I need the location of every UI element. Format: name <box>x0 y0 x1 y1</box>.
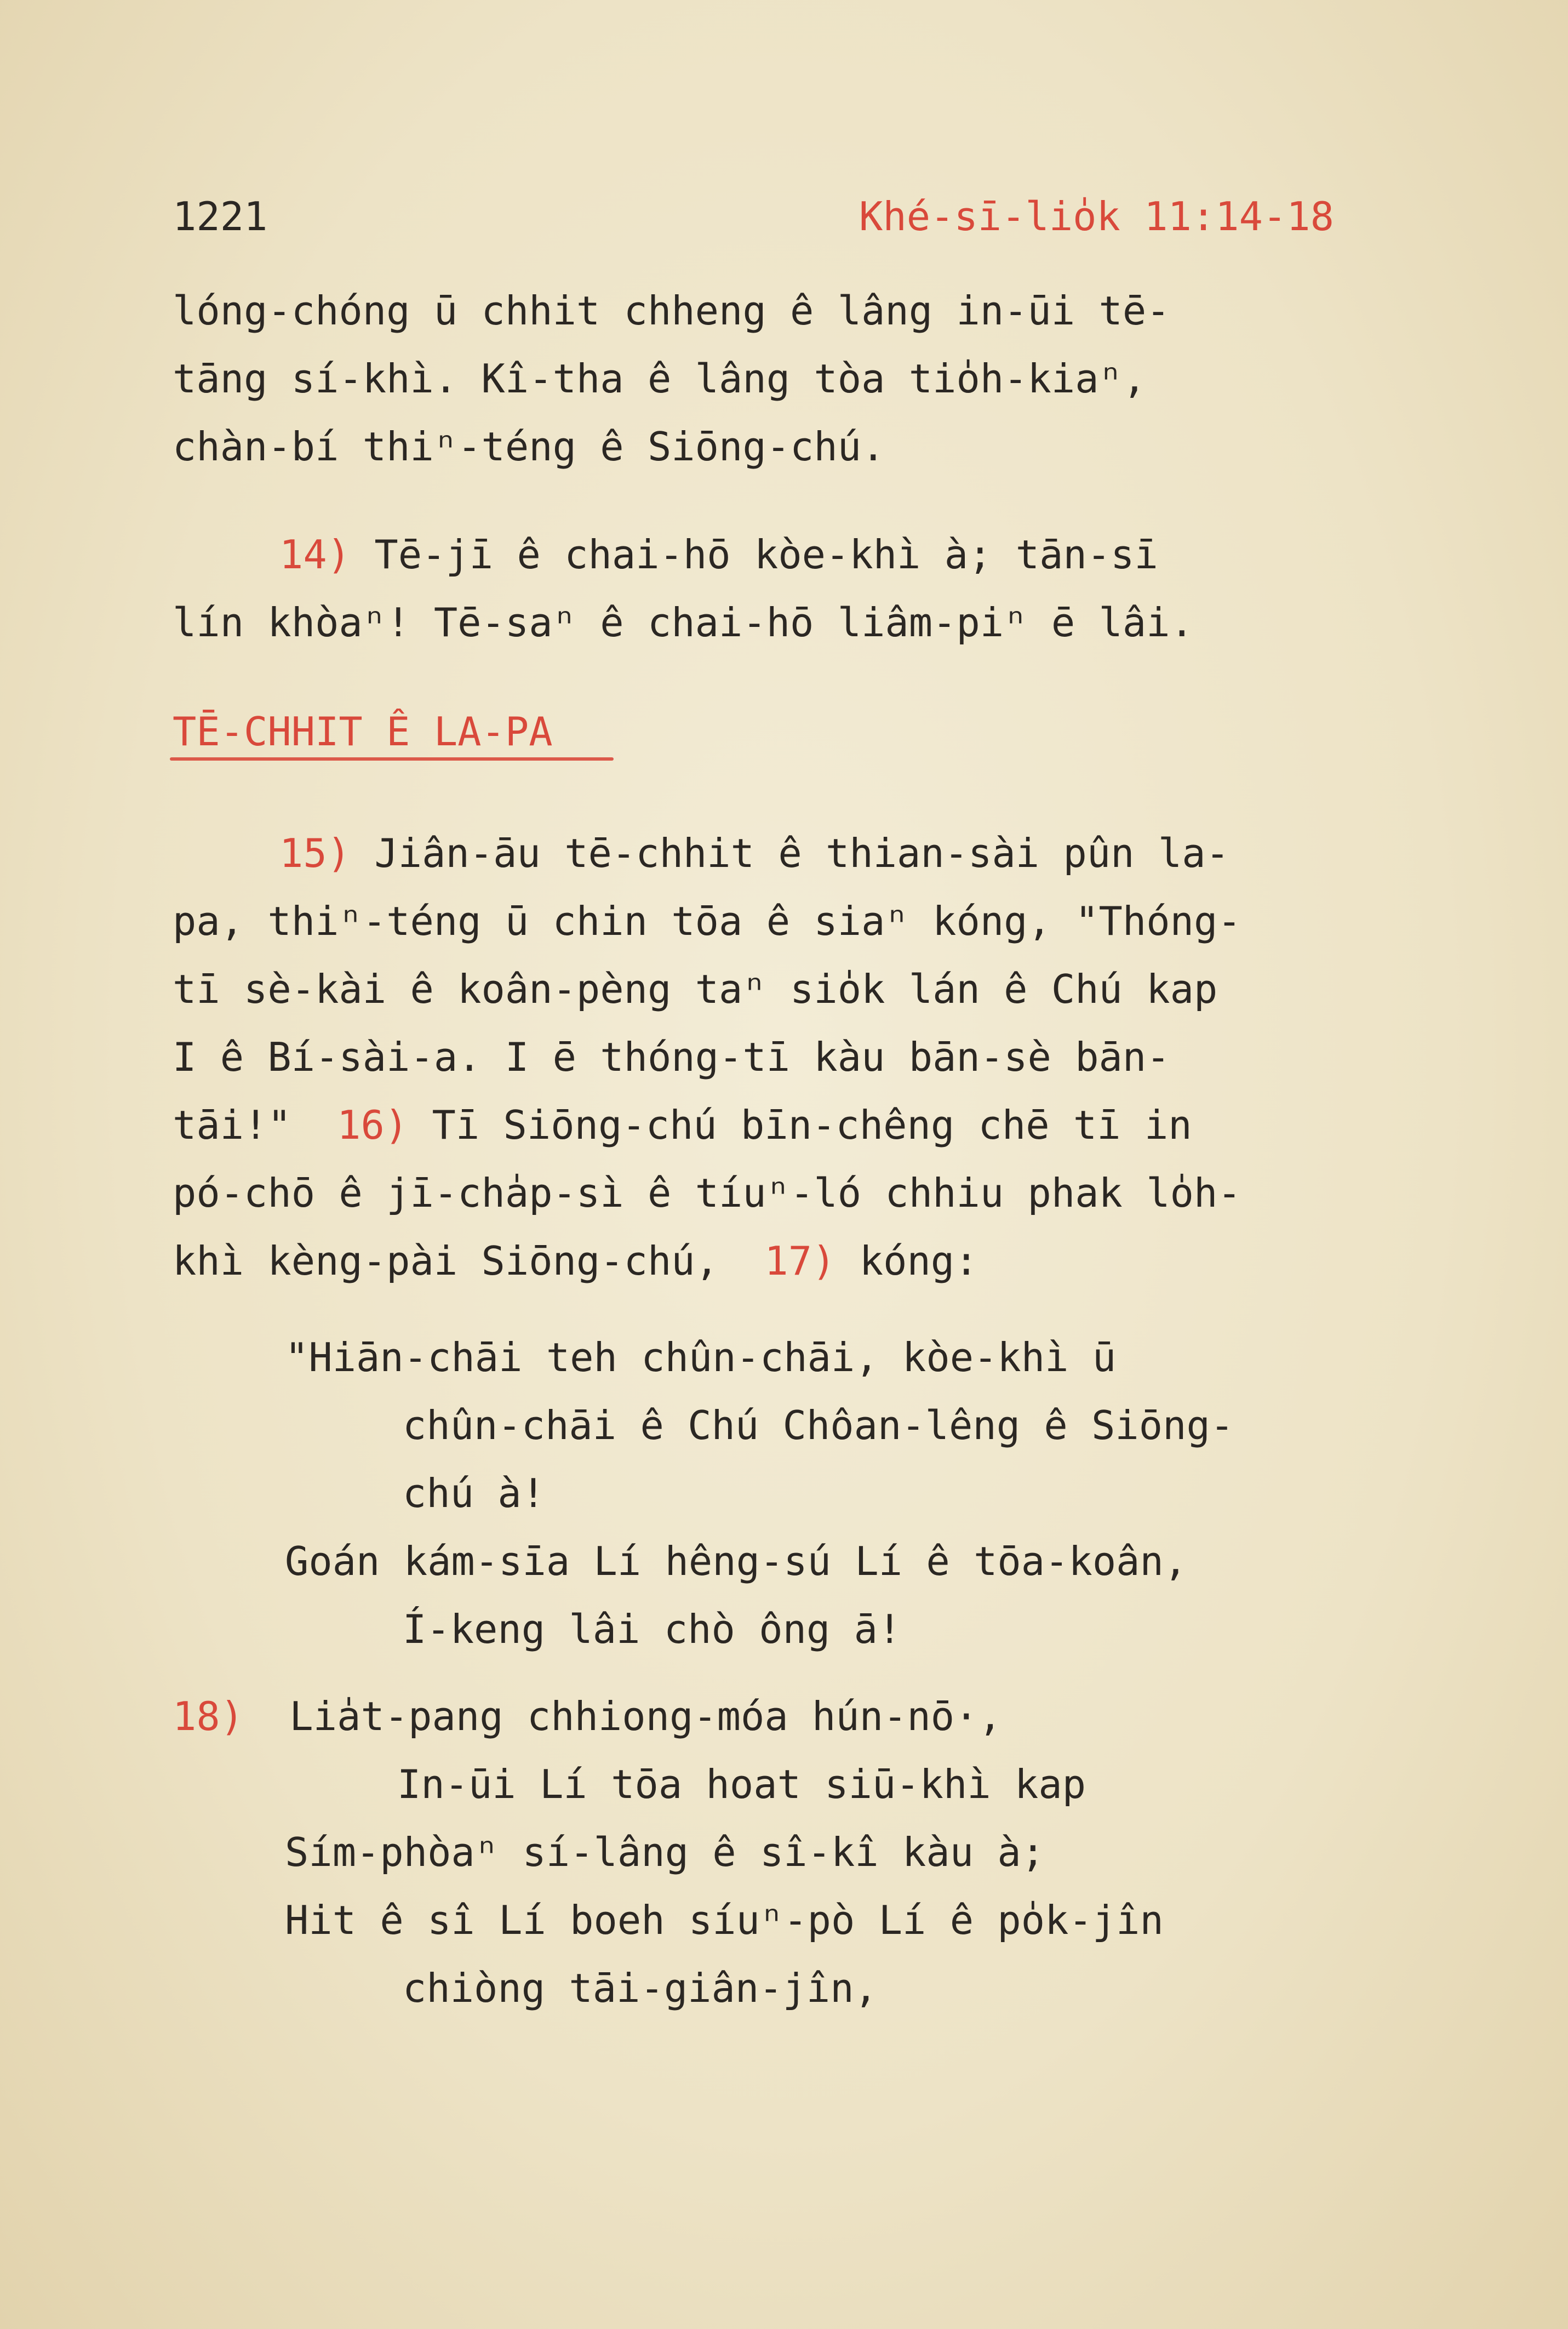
verse-number: 18) <box>173 1693 244 1739</box>
chapter-reference: Khé-sī-lio̍k 11:14-18 <box>859 193 1334 239</box>
text-line: pó-chō ê jī-cha̍p-sì ê tíuⁿ-ló chhiu phak lo̍h- <box>173 1170 1241 1216</box>
text-line: pa, thiⁿ-téng ū chin tōa ê siaⁿ kóng, "Thóng- <box>173 898 1241 944</box>
text-line: tī sè-kài ê koân-pèng taⁿ sio̍k lán ê Chú kap <box>173 966 1218 1012</box>
verse-number: 14) <box>279 532 351 578</box>
page-number: 1221 <box>173 193 268 239</box>
verses-15-17 <box>173 819 1449 1295</box>
poem-line: Goán kám-sīa Lí hêng-sú Lí ê tōa-koân, <box>285 1538 1188 1584</box>
poem-line: chûn-chāi ê Chú Chôan-lêng ê Siōng- <box>403 1402 1234 1448</box>
verse-number: 17) <box>764 1238 836 1284</box>
intro-paragraph <box>173 277 1449 481</box>
verse-number: 16) <box>337 1102 409 1148</box>
poem-line: Í-keng lâi chò ông ā! <box>403 1606 902 1652</box>
verse-text: Jiân-āu tē-chhit ê thian-sài pûn la- <box>374 830 1229 876</box>
running-head <box>173 186 1334 247</box>
poem-block <box>173 1323 1449 1663</box>
poem-line <box>173 1682 1449 1750</box>
verse-text: Tī Siōng-chú bīn-chêng chē tī in <box>432 1102 1192 1148</box>
verse-text: Tē-jī ê chai-hō kòe-khì à; tān-sī <box>374 532 1158 578</box>
text-line: chàn-bí thiⁿ-téng ê Siōng-chú. <box>173 424 885 470</box>
heading-underline <box>170 757 614 761</box>
poem-line: chiòng tāi-giân-jîn, <box>403 1965 878 2011</box>
poem-line: chú à! <box>403 1470 546 1516</box>
verse-number: 15) <box>279 830 351 876</box>
text-line <box>173 1227 1449 1295</box>
text-line <box>173 1091 1449 1159</box>
text-line <box>173 521 1449 589</box>
text-line: lóng-chóng ū chhit chheng ê lâng in-ūi tē- <box>173 288 1170 334</box>
poem-line: Sím-phòaⁿ sí-lâng ê sî-kî kàu à; <box>285 1829 1045 1875</box>
verse-text: kóng: <box>859 1238 978 1284</box>
verse-text: tāi!" <box>173 1102 291 1148</box>
verse-14 <box>173 521 1449 657</box>
text-line: lín khòaⁿ! Tē-saⁿ ê chai-hō liâm-piⁿ ē lâi. <box>173 600 1194 646</box>
section-heading: TĒ-CHHIT Ê LA-PA <box>173 709 553 755</box>
text-line: I ê Bí-sài-a. I ē thóng-tī kàu bān-sè bān- <box>173 1034 1170 1080</box>
text-line <box>173 819 1449 887</box>
verse-text: khì kèng-pài Siōng-chú, <box>173 1238 719 1284</box>
text-line: tāng sí-khì. Kî-tha ê lâng tòa tio̍h-kiaⁿ, <box>173 356 1147 402</box>
poem-line: "Hiān-chāi teh chûn-chāi, kòe-khì ū <box>285 1334 1117 1380</box>
verse-text: Lia̍t-pang chhiong-móa hún-nō·, <box>289 1693 1002 1739</box>
verse-18 <box>173 1682 1449 2022</box>
poem-line: Hit ê sî Lí boeh síuⁿ-pò Lí ê po̍k-jîn <box>285 1897 1164 1943</box>
poem-line: In-ūi Lí tōa hoat siū-khì kap <box>397 1761 1086 1807</box>
